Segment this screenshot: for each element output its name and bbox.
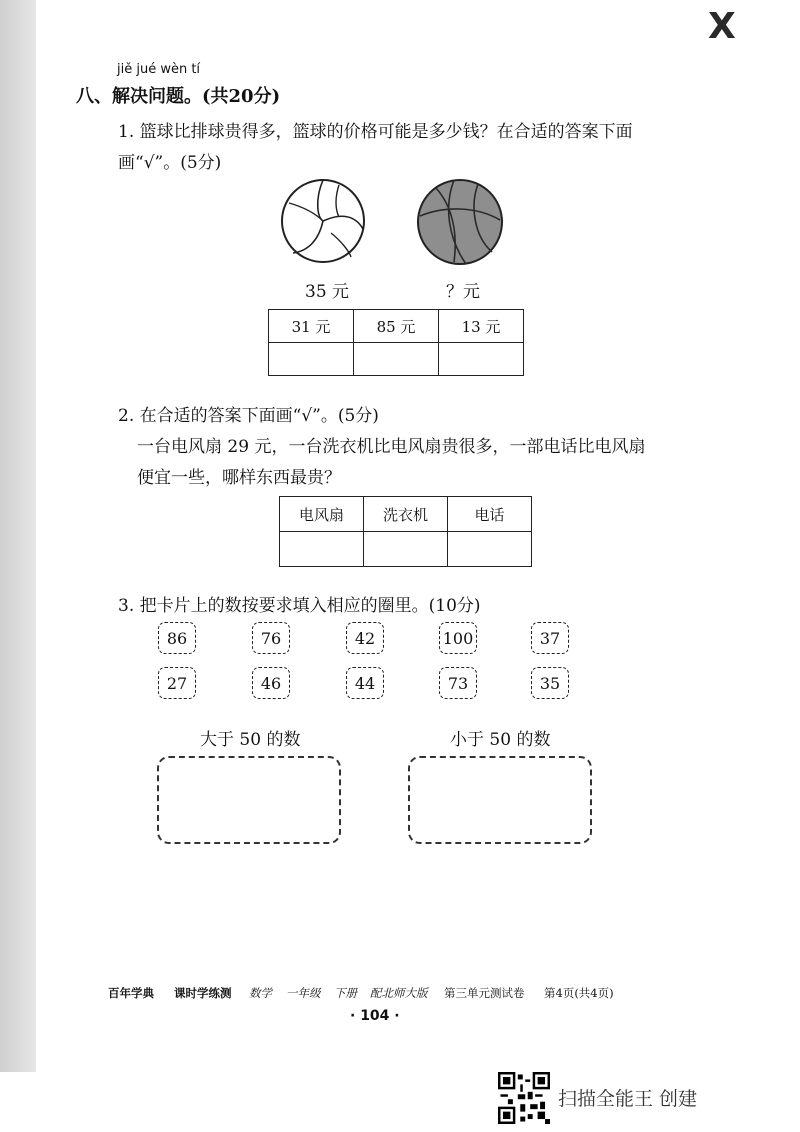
basketball-icon [414, 176, 506, 268]
basketball-price: ？元 [446, 282, 480, 302]
footer-volume: 下册 [334, 986, 357, 1000]
volleyball-price: 35 元 [305, 282, 350, 302]
volleyball-icon [279, 177, 369, 267]
q2-answer-cell[interactable] [280, 532, 364, 567]
q1-answer-cell[interactable] [354, 343, 439, 376]
footer-test-name: 第三单元测试卷 [444, 986, 525, 1000]
footer-edition: 配北师大版 [370, 986, 428, 1000]
number-card[interactable]: 100 [439, 622, 477, 654]
footer-brand: 百年学典 [108, 986, 154, 1000]
less-than-50-box[interactable] [408, 756, 592, 844]
section-pinyin: jiě jué wèn tí [117, 62, 201, 77]
less-than-50-label: 小于 50 的数 [450, 730, 551, 750]
q2-option-label: 洗衣机 [364, 497, 448, 532]
number-card[interactable]: 35 [531, 667, 569, 699]
q1-option-label: 31 元 [269, 310, 354, 343]
footer-page-info: 第4页(共4页) [544, 986, 614, 1000]
footer-series: 课时学练测 [174, 986, 232, 1000]
q3-text-line1: 3. 把卡片上的数按要求填入相应的圈里。(10分) [118, 596, 481, 616]
footer-grade: 一年级 [286, 986, 321, 1000]
q2-text-line2: 一台电风扇 29 元，一台洗衣机比电风扇贵很多，一部电话比电风扇 [137, 437, 646, 457]
close-mark[interactable]: X [708, 6, 736, 47]
greater-than-50-label: 大于 50 的数 [200, 730, 301, 750]
q1-option-label: 85 元 [354, 310, 439, 343]
q2-option-label: 电风扇 [280, 497, 364, 532]
q2-answer-table [279, 496, 532, 567]
q2-text-line3: 便宜一些，哪样东西最贵？ [137, 468, 341, 488]
number-card[interactable]: 27 [158, 667, 196, 699]
q1-text-line1: 1. 篮球比排球贵得多，篮球的价格可能是多少钱？在合适的答案下面 [118, 122, 633, 142]
section-title: 八、解决问题。(共20分) [76, 86, 281, 107]
greater-than-50-box[interactable] [157, 756, 341, 844]
number-card[interactable]: 46 [252, 667, 290, 699]
q2-answer-cell[interactable] [448, 532, 532, 567]
scanner-watermark: 扫描全能王 创建 [558, 1088, 698, 1110]
q1-text-line2: 画“√”。(5分) [118, 153, 222, 173]
page-number: · 104 · [350, 1008, 400, 1024]
number-card[interactable]: 37 [531, 622, 569, 654]
q2-text-line1: 2. 在合适的答案下面画“√”。(5分) [118, 406, 379, 426]
q1-answer-cell[interactable] [439, 343, 524, 376]
q2-option-label: 电话 [448, 497, 532, 532]
q1-answer-table [268, 309, 524, 376]
number-card[interactable]: 73 [439, 667, 477, 699]
q1-option-label: 13 元 [439, 310, 524, 343]
q1-answer-cell[interactable] [269, 343, 354, 376]
number-card[interactable]: 86 [158, 622, 196, 654]
number-card[interactable]: 76 [252, 622, 290, 654]
qr-code-icon [498, 1072, 550, 1124]
footer-subject: 数学 [249, 986, 272, 1000]
number-card[interactable]: 44 [346, 667, 384, 699]
number-card[interactable]: 42 [346, 622, 384, 654]
book-spine-shadow [0, 0, 36, 1072]
q2-answer-cell[interactable] [364, 532, 448, 567]
